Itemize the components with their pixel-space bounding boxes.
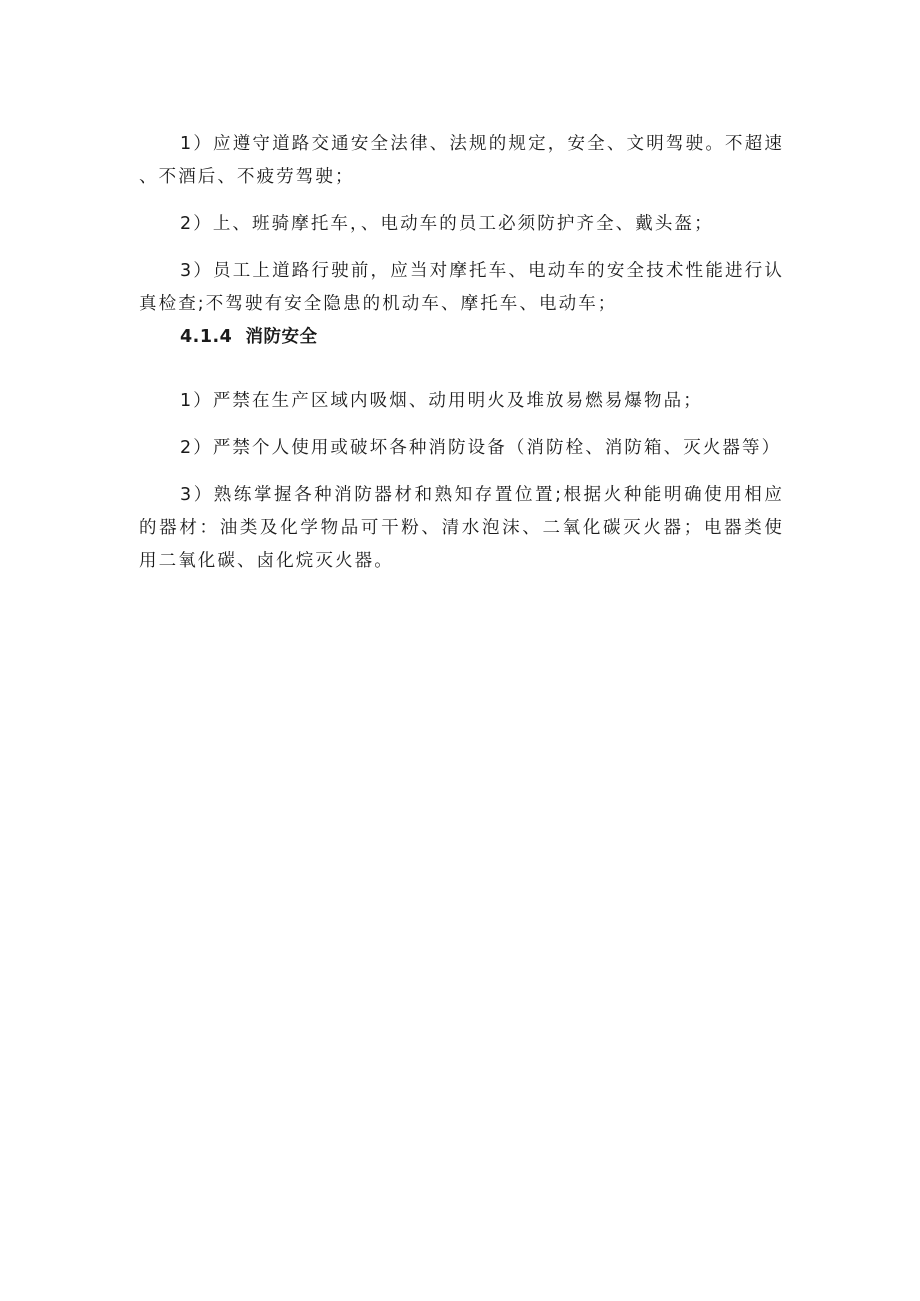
paragraph-traffic-rule-1: 1）应遵守道路交通安全法律、法规的规定，安全、文明驾驶。不超速、不酒后、不疲劳驾驶； bbox=[139, 134, 784, 187]
paragraph-traffic-rule-2: 2）上、班骑摩托车，、电动车的员工必须防护齐全、戴头盔； bbox=[180, 214, 714, 234]
paragraph-fire-rule-1: 1）严禁在生产区域内吸烟、动用明火及堆放易燃易爆物品； bbox=[180, 391, 703, 411]
paragraph-traffic-rule-3: 3）员工上道路行驶前，应当对摩托车、电动车的安全技术性能进行认真检查;不驾驶有安全隐患的机动车、摩托车、电动车； bbox=[139, 261, 784, 314]
document-body bbox=[139, 128, 784, 578]
section-heading-fire-safety: 4.1.4 消防安全 bbox=[180, 327, 318, 347]
paragraph-fire-rule-2: 2）严禁个人使用或破坏各种消防设备（消防栓、消防箱、灭火器等） bbox=[180, 438, 782, 458]
paragraph-fire-rule-3: 3）熟练掌握各种消防器材和熟知存置位置;根据火种能明确使用相应的器材：油类及化学物品可干粉、清水泡沫、二氧化碳灭火器；电器类使用二氧化碳、卤化烷灭火器。 bbox=[139, 485, 784, 571]
